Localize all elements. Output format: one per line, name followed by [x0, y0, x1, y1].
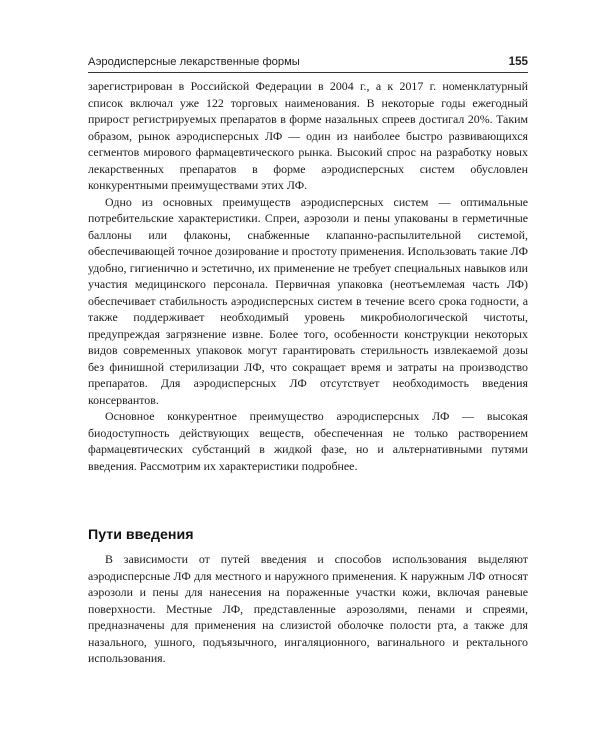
paragraph-routes: В зависимости от путей введения и способов использования выделяют аэродисперсные ЛФ для местного и наружного применения. К наружным ЛФ относят аэрозоли и пены для нанесения на пораженные участки кожи, включая раневые поверхности. Местные ЛФ, представленные аэрозолями, пенами и спреями, предназначены для применения на слизистой оболочке полости рта, а также для назального, ушного, подъязычного, ингаляционного, вагинального и ректального использования. — [88, 552, 528, 665]
paragraph-continuation: зарегистрирован в Российской Федерации в 2004 г., а к 2017 г. номенклатурный список включал уже 122 торговых наименования. В некоторые годы ежегодный прирост регистрируемых препаратов в форме назальных спреев достигал 20%. Таким образом, рынок аэродисперсных ЛФ — один из наиболее быстро развивающихся сегментов мирового фармацевтического рынка. Высокий спрос на разработку новых лекарственных препаратов в форме аэродисперсных систем обусловлен конкурентными преимуществами этих ЛФ. — [88, 79, 528, 192]
main-text — [88, 78, 528, 474]
header-divider — [88, 72, 528, 73]
paragraph-bioavailability: Основное конкурентное преимущество аэродисперсных ЛФ — высокая биодоступность действующих веществ, обеспеченная не только растворением фармацевтических субстанций в жидкой фазе, но и альтернативными путями введения. Рассмотрим их характеристики подробнее. — [88, 409, 528, 473]
running-header — [88, 55, 528, 69]
section-heading: Пути введения — [88, 527, 194, 543]
section-text — [88, 551, 528, 667]
header-title: Аэродисперсные лекарственные формы — [88, 56, 300, 68]
page-number: 155 — [508, 55, 528, 68]
paragraph-advantages: Одно из основных преимуществ аэродисперсных систем — оптимальные потребительские характеристики. Спреи, аэрозоли и пены упакованы в герметичные баллоны или флаконы, снабженные клапанно-распылительной системой, обеспечивающей точное дозирование и простоту применения. Использовать такие ЛФ удобно, гигиенично и эстетично, их применение не требует специальных навыков или участия медицинского персонала. Первичная упаковка (неотъемлемая часть ЛФ) обеспечивает стабильность аэродисперсных систем в течение всего срока годности, а также поддерживает необходимый уровень микробиологической чистоты, предупреждая загрязнение извне. Более того, особенности конструкции некоторых видов современных упаковок могут гарантировать стерильность извлекаемой дозы без финишной стерилизации ЛФ, что сокращает время и затраты на производство препаратов. Для аэродисперсных ЛФ отсутствует необходимость введения консервантов. — [88, 194, 528, 407]
